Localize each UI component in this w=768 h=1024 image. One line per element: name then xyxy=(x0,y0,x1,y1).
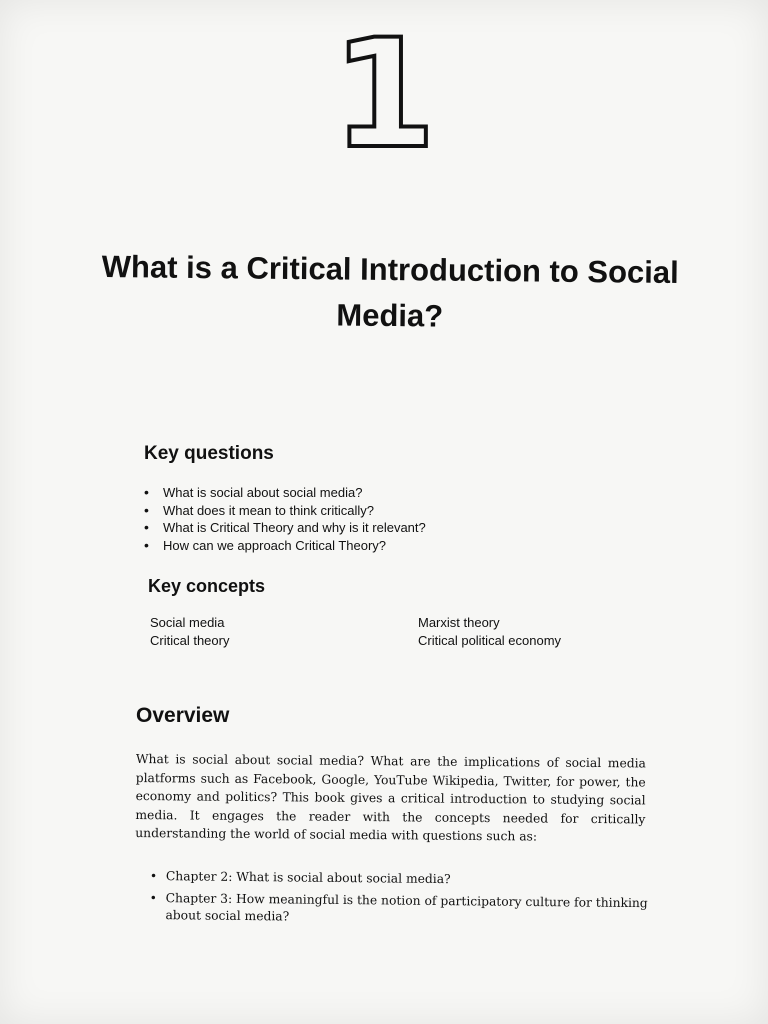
key-questions-list xyxy=(144,484,426,554)
list-item: • Chapter 3: How meaningful is the notion of participatory culture for thinking about social media? xyxy=(149,890,649,929)
overview-questions-list xyxy=(149,868,650,934)
concept-item: Critical theory xyxy=(150,632,230,648)
list-item: • What does it mean to think critically? xyxy=(144,502,426,520)
chapter-title: What is a Critical Introduction to Social Media? xyxy=(101,248,679,334)
overview-paragraph: What is social about social media? What are the implications of social media platforms such as Facebook, Google, YouTube Wikipedia, Twitter, for power, the economy and politics? This book gives a critical introduction to studying social media. It engages the reader with the concepts needed for critically understanding the world of social media with questions such as: xyxy=(135,751,646,844)
list-item: • What is social about social media? xyxy=(144,484,426,502)
key-concepts-heading: Key concepts xyxy=(148,576,266,596)
concept-item: Social media xyxy=(150,615,225,630)
list-item: • Chapter 2: What is social about social media? xyxy=(150,868,650,890)
list-item: • What is Critical Theory and why is it relevant? xyxy=(144,519,426,537)
list-item: • How can we approach Critical Theory? xyxy=(144,537,426,555)
key-questions-heading: Key questions xyxy=(144,443,274,464)
concept-item: Marxist theory xyxy=(418,615,500,630)
concept-item: Critical political economy xyxy=(418,632,562,648)
overview-heading: Overview xyxy=(136,704,230,727)
key-concepts-left-column xyxy=(150,614,229,649)
key-concepts-right-column xyxy=(418,614,561,649)
chapter-number: 1 xyxy=(331,8,437,182)
